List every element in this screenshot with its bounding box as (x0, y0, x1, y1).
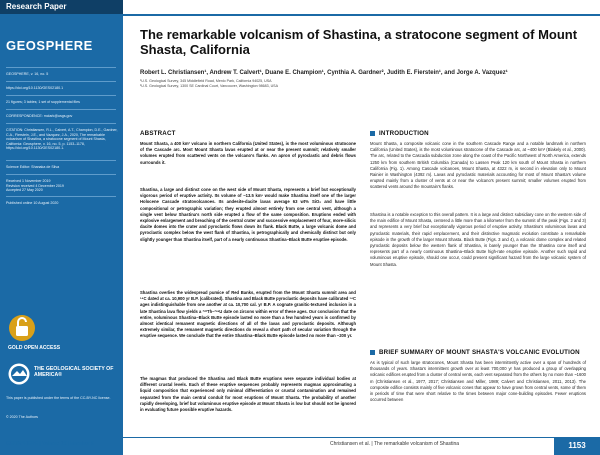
abstract-paragraph-1: Mount Shasta, a 400 km² volcano in northern California (United States), is the most voluminous stratocone of the Cascade arc. Most Mount Shasta lavas erupted at or near the present summit; relatively smaller volumes erupted from scattered vents on the volcano's flanks. An apron of pyroclastic and debris flows surrounds it. (140, 141, 356, 165)
sidebar-divider (6, 196, 116, 197)
gsa-logo-icon (8, 363, 30, 385)
introduction-heading: INTRODUCTION (370, 130, 429, 137)
abstract-paragraph-4: The magmas that produced the Shastina and Black Butte eruptions were separate individual bodies at different crustal levels. Each of these eruptive sequences probably represents magmas approximating a liquid composition that experienced only minimal differentiation or crustal contamination and remained separated from the main central conduit for most eruptions of Mount Shasta. The probability of another rapidly developing, brief but voluminous eruptive episode at Mount Shasta is low but should not be ignored in evaluating future possible eruptive hazards. (140, 376, 356, 413)
section-marker (370, 131, 375, 136)
footer-journal-info: GEOSPHERE | Volume 16 | Number 5 (6, 441, 94, 447)
journal-name: GEOSPHERE (6, 38, 93, 53)
sidebar-copyright: © 2020 The Authors (6, 415, 38, 419)
footer-rule (0, 437, 600, 438)
header-rule (123, 14, 600, 16)
sidebar-divider (6, 174, 116, 175)
affiliation-2: ²U.S. Geological Survey, 1300 SE Cardinal Court, Vancouver, Washington 98683, USA (140, 84, 278, 88)
sidebar-science-editor: Science Editor: Shanaka de Silva (6, 165, 60, 169)
sidebar-correspondence[interactable]: CORRESPONDENCE: mclark@usgs.gov (6, 114, 73, 118)
sidebar-doi-link[interactable]: https://doi.org/10.1130/GES02180.1 (6, 86, 64, 90)
research-paper-tab (0, 0, 123, 14)
abstract-paragraph-2: Shastina, a large and distinct cone on the west side of Mount Shasta, represents a brief but exceptionally vigorous period of eruptive activity. Its volume of ~13.5 km³ would make Shastina itself one of the larger Holocene Cascade stratovolcanoes. Its andesite-dacite lavas average 63 wt% SiO₂ and have little compositional or petrographic variation; they erupted almost entirely from one central vent, although a single vent below Shastina's north side erupted a flow of the same composition. Eruptions ended with explosive enlargement and breaching of the central crater and successive emplacement of four, more-silicic dacite domes into the crater and pyroclastic flows down its flank. Black Butte, a large volcanic dome and pyroclastic complex below the west flank of Shastina, is petrographically and chemically distinct but only slightly younger than Shastina itself, part of a nearly continuous Shastina–Black Butte eruptive episode. (140, 187, 356, 242)
article-title: The remarkable volcanism of Shastina, a stratocone segment of Mount Shasta, California (140, 27, 578, 57)
sidebar-citation: CITATION: Christiansen, R.L., Calvert, A.T., Champion, D.E., Gardner, C.A., Fierstein, J.E., and Vazquez, J.A., 2020, The remarkable volcanism of Shastina, a stratocone segment of Mount Shasta, California: Geosphere, v. 16, no. 5, p. 1153–1178, https://doi.org/10.1130/GES02180.1. (6, 128, 118, 151)
research-paper-label: Research Paper (6, 2, 67, 11)
page-number: 1153 (554, 437, 600, 455)
sidebar-figure-count: 21 figures; 3 tables; 1 set of supplemental files (6, 100, 80, 104)
brief-summary-paragraph-1: As is typical of such large stratocones, Mount Shasta has been intermittently active over a span of hundreds of thousands of years. Shasta's intermittent growth over at least 700,000 yr has produced a group of overlapping volcanic edifices erupted from a cluster of central vents, each vent separated from the others by no more than ~1600 m (Christiansen et al., 1977, 2017; Christiansen and Miller, 1989; Calvert and Christiansen, 2011, 2013). The composite edifice consists mainly of five volcanic cones that appear to have grown from central vents, some of them in periods of time that were short relative to the times between major cone-building episodes. Fewer eruptions occurred between (370, 360, 586, 403)
open-access-lock-icon (8, 314, 36, 342)
sidebar-divider (6, 123, 116, 124)
sidebar-dates: Received 1 November 2019 Revision received 4 December 2019 Accepted 27 May 2020 (6, 179, 64, 193)
brief-summary-heading: BRIEF SUMMARY OF MOUNT SHASTA'S VOLCANIC EVOLUTION (370, 349, 580, 356)
abstract-heading: ABSTRACT (140, 130, 176, 137)
article-authors: Robert L. Christiansen¹, Andrew T. Calvert¹, Duane E. Champion¹, Cynthia A. Gardner², Judith E. Fierstein¹, and Jorge A. Vazquez¹ (140, 70, 508, 76)
introduction-paragraph-2: Shastina is a notable exception to this overall pattern. It is a large and distinct subsidiary cone on the western side of the main edifice of Mount Shasta, centered a little more than a kilometer from the summit of the peak (Figs. 2 and 3) and represents a very brief but exceptionally vigorous period of eruptive activity. Shastina's voluminous lavas and pyroclastic materials, their rapid emplacement, and their distinctive magmatic evolution constitute a remarkable episode in the growth of the larger Mount Shasta. Black Butte (Figs. 3 and 4), a volcanic dome complex and related pyroclastic deposits below the western flank of Shastina, is barely younger than the Shastina cone itself and represents part of a nearly continuous Shastina–Black Butte high-rate eruptive episode. Another such rapid and voluminous eruptive episode, should one occur, could present significant hazard from the large volcanic system of Mount Shasta. (370, 212, 586, 267)
sidebar-volume: GEOSPHERE, v. 16, no. 5 (6, 72, 49, 76)
footer-running-head: Christiansen et al. | The remarkable volcanism of Shastina (330, 441, 460, 447)
gsa-society-name: THE GEOLOGICAL SOCIETY OF AMERICA® (34, 366, 114, 378)
affiliation-1: ¹U.S. Geological Survey, 345 Middlefield Road, Menlo Park, California 94025, USA (140, 79, 272, 83)
sidebar-divider (6, 160, 116, 161)
sidebar-divider (6, 67, 116, 68)
sidebar-divider (6, 95, 116, 96)
abstract-paragraph-3: Shastina overlies the widespread pumice of Red Banks, erupted from the Mount Shasta summit area and ¹⁴C dated at ca. 10,900 yr B.P. (calibrated). Shastina and Black Butte pyroclastic deposits have calibrated ¹⁴C ages indistinguishable from one another at ca. 10,700 cal. yr B.P. A cognate granitic-textured inclusion in a late Shastina lava flow yields a ²³⁰Th–²³⁸U date on zircons within error of these ages. Our conclusion that the entire, voluminous Shastina–Black Butte episode lasted no more than a few hundred years is confirmed by almost identical remanent magnetic directions of all of the lavas and pyroclastic deposits. Although extremely similar, the remanent magnetic directions do reveal a short path of secular variation through the eruptive sequence. We conclude that the entire Shastina–Black Butte episode lasted no more than ~200 yr. (140, 290, 356, 339)
journal-sidebar (0, 0, 123, 455)
sidebar-license: This paper is published under the terms of the CC-BY-NC license. (6, 396, 111, 400)
sidebar-divider (6, 81, 116, 82)
introduction-paragraph-1: Mount Shasta, a composite volcanic cone in the southern Cascade Range and a notable landmark in northern California (United States), is the most voluminous stratocone of the Cascade arc, at ~400 km³ (Blakely et al., 2000). The arc, related to the Cascadia subduction zone along the coast of the Pacific Northwest of North America, extends 1250 km from southern British Columbia (Canada) to Lassen Peak 120 km south of Mount Shasta in northern California (Fig. 1). Among Cascade volcanoes, Mount Shasta, at 4322 m, is second in elevation only to Mount Rainier in Washington (4392 m). Lavas and pyroclastic materials accounting for most of Mount Shasta's volume erupted mainly from a cluster of vents at or near the volcano's present summit; smaller volumes erupted from scattered vents around the mountain's flanks. (370, 141, 586, 190)
open-access-label: GOLD OPEN ACCESS (8, 345, 61, 351)
sidebar-published-online: Published online 10 August 2020 (6, 201, 59, 205)
sidebar-divider (6, 109, 116, 110)
section-marker (370, 350, 375, 355)
